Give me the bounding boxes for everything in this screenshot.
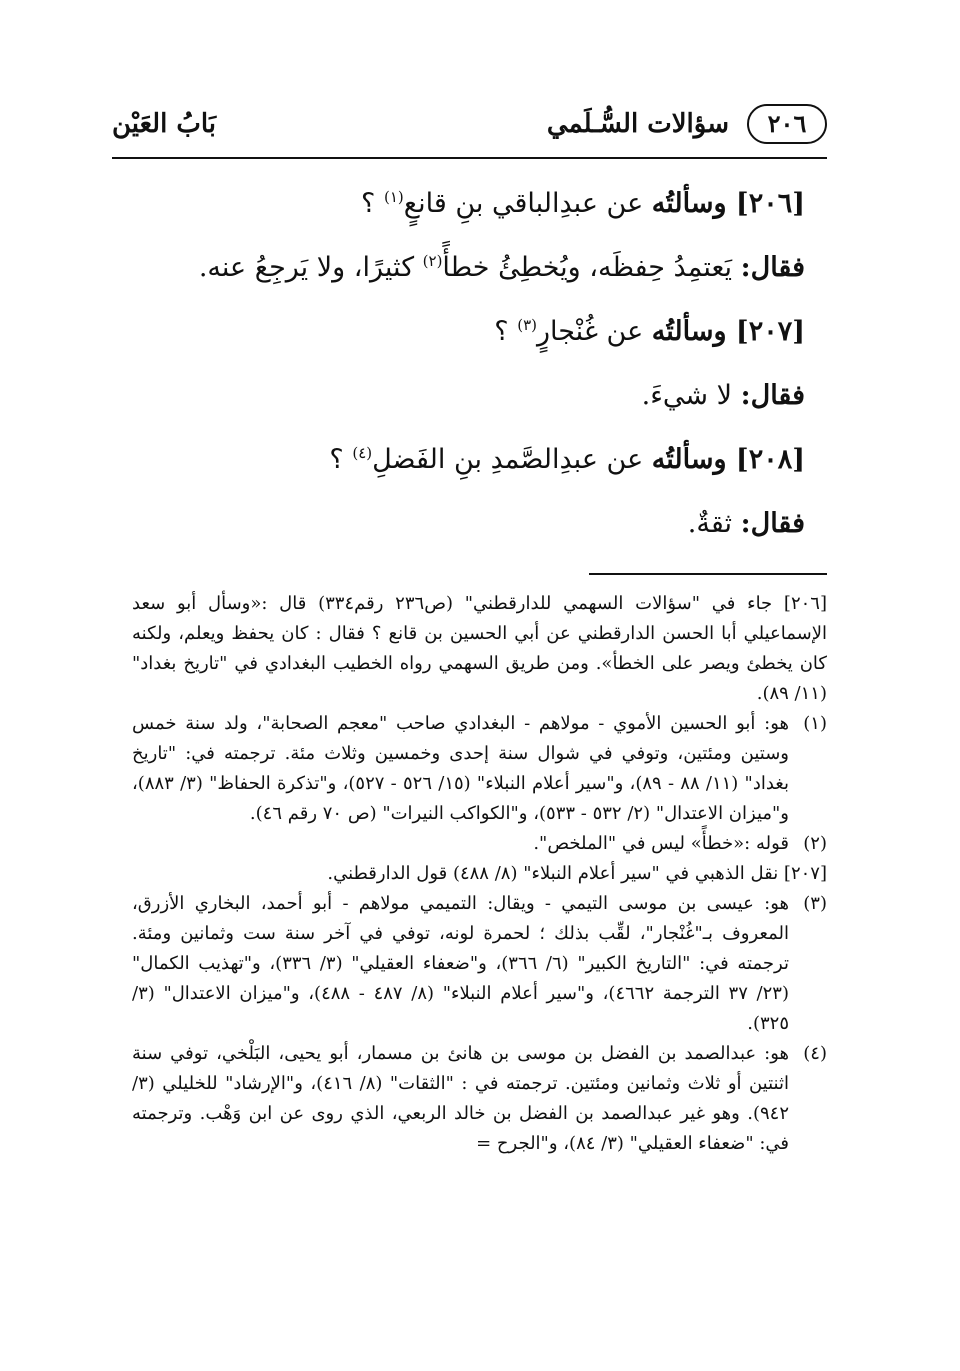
footnote-3 — [132, 889, 827, 1039]
footnote-number: (٤) — [803, 1043, 827, 1064]
entry-lead: [٢٠٨] وسألتُه — [651, 444, 805, 475]
page-header — [112, 98, 827, 158]
entry-lead: فقال: — [740, 508, 805, 539]
text-line — [125, 428, 805, 492]
footnote-ref: (٣) — [517, 316, 537, 334]
book-title: سؤالات السُّـلَمي — [546, 109, 729, 139]
footnote-number: (١) — [803, 713, 827, 734]
chapter-title: بَابُ العَيْن — [112, 109, 217, 139]
entry-text: عن عبدِالباقي بنِ قانعٍ — [403, 188, 652, 219]
footnote-ref: (١) — [383, 188, 404, 206]
entry-tail: ؟ — [361, 188, 384, 219]
page-number: ٢٠٦ — [747, 104, 827, 144]
text-line — [125, 300, 805, 364]
text-line — [125, 364, 805, 428]
footnote-text: هو: عبدالصمد بن الفضل بن موسى بن هانئ بن مسمار، أبو يحيى، البَلْخي، توفي سنة اثنتين أو ثلاث وثمانين ومئتين. ترجمته في : "الثقات" (٨/ ٤١٦)، و"الإرشاد" للخليلي (٣/ ٩٤٢). وهو غير عبدالصمد بن الفضل بن خالد الربعي، الذي روى عن ابن وَهْب. وترجمته في: "ضعفاء العقيلي" (٣/ ٨٤)، و"الجرح = — [132, 1043, 789, 1154]
footnote-ref: (٢) — [422, 252, 443, 270]
entry-text: لا شيءَ. — [641, 380, 741, 411]
footnote-ref: (٤) — [352, 444, 373, 462]
footnote-text: قوله :«خطأً» ليس في "الملخص". — [533, 833, 789, 854]
footnote-number: (٢) — [803, 833, 827, 854]
entry-lead: [٢٠٧] وسألتُه — [651, 316, 805, 347]
entry-tail: ؟ — [494, 316, 518, 347]
footnote-divider — [589, 573, 827, 575]
footnote-207: [٢٠٧] نقل الذهبي في "سير أعلام النبلاء" (٨/ ٤٨٨) قول الدارقطني. — [327, 863, 827, 884]
entry-tail: ؟ — [329, 444, 353, 475]
text-line — [125, 172, 805, 236]
text-line — [125, 236, 805, 300]
entry-text: عن غُنْجارٍ — [536, 316, 652, 347]
header-divider — [112, 157, 827, 159]
entry-lead: [٢٠٦] وسألتُه — [651, 188, 805, 219]
entry-tail: كثيرًا، ولا يَرجِعُ عنه. — [198, 252, 423, 283]
entry-text: يَعتمِدُ حِفظَه، ويُخطِئُ خطأً — [442, 252, 741, 283]
entry-text: ثقةٌ. — [687, 508, 741, 539]
footnotes — [132, 589, 827, 1159]
entry-lead: فقال: — [740, 252, 805, 283]
text-line — [125, 492, 805, 556]
entry-text: عن عبدِالصَّمدِ بنِ الفَضلِ — [372, 444, 652, 475]
footnote-text: هو: أبو الحسين الأموي - مولاهم - البغدادي صاحب "معجم الصحابة"، ولد سنة خمس وستين ومئتين، وتوفي في شوال سنة إحدى وخمسين وثلاث مئة. ترجمته في: "تاريخ بغداد" (١١/ ٨٨ - ٨٩)، و"سير أعلام النبلاء" (١٥/ ٥٢٦ - ٥٢٧)، و"تذكرة الحفاظ" (٣/ ٨٨٣)، و"ميزان الاعتدال" (٢/ ٥٣٢ - ٥٣٣)، و"الكواكب النيرات" (ص ٧٠ رقم ٤٦). — [132, 713, 789, 824]
footnote-2 — [132, 829, 827, 859]
entry-lead: فقال: — [740, 380, 805, 411]
footnote-1 — [132, 709, 827, 829]
footnote-4 — [132, 1039, 827, 1159]
footnote-206: [٢٠٦] جاء في "سؤالات السهمي للدارقطني" (ص٢٣٦ رقم٣٣٤) قال :«وسأل أبو سعد الإسماعيلي أبا الحسن الدارقطني عن أبي الحسين بن قانع ؟ فقال : كان يحفظ ويعلم، ولكنه كان يخطئ ويصر على الخطأ». ومن طريق السهمي رواه الخطيب البغدادي في "تاريخ بغداد" (١١/ ٨٩). — [132, 593, 828, 704]
footnote-number: (٣) — [803, 893, 827, 914]
footnote-text: هو: عيسى بن موسى التيمي - ويقال: التميمي مولاهم - أبو أحمد، البخاري الأزرق، المعروف بـ"غُنْجار"، لقِّب بذلك ؛ لحمرة لونه، توفي في آخر سنة ست وثمانين ومئة. ترجمته في: "التاريخ الكبير" (٦/ ٣٦٦)، و"ضعفاء العقيلي" (٣/ ٣٣٦)، و"تهذيب الكمال" (٢٣/ ٣٧ الترجمة ٤٦٦٢)، و"سير أعلام النبلاء" (٨/ ٤٨٧ - ٤٨٨)، و"ميزان الاعتدال" (٣/ ٣٢٥). — [132, 893, 789, 1034]
main-text — [125, 172, 805, 556]
